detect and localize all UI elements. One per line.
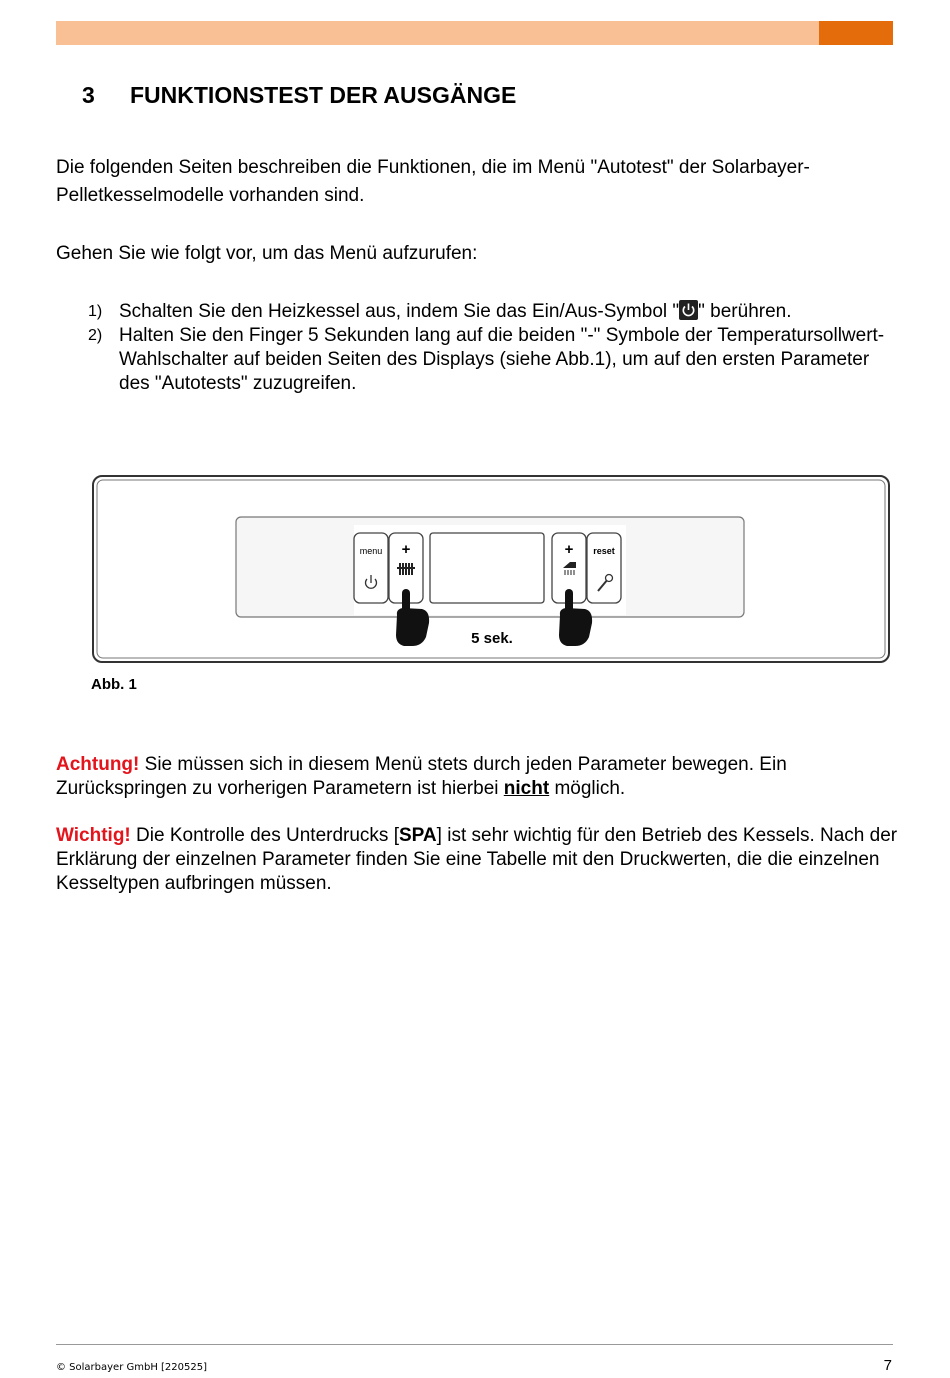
attention-label: Achtung!: [56, 754, 140, 775]
header-bar: [56, 21, 893, 45]
steps-list: [88, 300, 898, 396]
menu-label: menu: [359, 546, 383, 556]
footer-copyright: © Solarbayer GmbH [220525]: [56, 1362, 208, 1373]
step-text-before: Schalten Sie den Heizkessel aus, indem Sie das Ein/Aus-Symbol ": [119, 301, 680, 322]
important-note: [56, 824, 901, 896]
reset-button[interactable]: [587, 533, 621, 603]
list-index: 2): [88, 327, 103, 344]
step-text-after: " berühren.: [698, 301, 792, 322]
menu-button[interactable]: [354, 533, 388, 603]
list-item: [88, 300, 898, 324]
hold-duration-label: 5 sek.: [471, 630, 513, 647]
important-text-end: ] ist sehr wichtig für den Betrieb des Kessels. Nach der Erklärung der einzelnen Parameter finden Sie eine Tabelle mit den Druckwerten, die die einzelnen Kesseltypen aufbringen müssen.: [56, 825, 898, 894]
reset-label: reset: [593, 546, 615, 556]
attention-text-end: möglich.: [549, 778, 626, 799]
intro-paragraph: Die folgenden Seiten beschreiben die Funktionen, die im Menü "Autotest" der Solarbayer-Pelletkesselmodelle vorhanden sind.: [56, 157, 810, 206]
control-panel-illustration: [92, 475, 890, 663]
section-heading: [82, 82, 516, 109]
list-index: 1): [88, 303, 103, 320]
section-title: FUNKTIONSTEST DER AUSGÄNGE: [130, 82, 517, 108]
instruction-paragraph: Gehen Sie wie folgt vor, um das Menü aufzurufen:: [56, 243, 478, 264]
control-panel-figure: [92, 475, 890, 663]
power-icon: [679, 300, 698, 320]
step-text: Halten Sie den Finger 5 Sekunden lang auf die beiden "-" Symbole der Temperatursollwert-Wahlschalter auf beiden Seiten des Displays (siehe Abb.1), um auf den ersten Parameter des "Autotests" zuzugreifen.: [119, 325, 885, 394]
attention-note: [56, 753, 901, 801]
radiator-icon: [397, 563, 415, 575]
important-text: Die Kontrolle des Unterdrucks [: [130, 825, 399, 846]
footer-divider: [56, 1344, 893, 1345]
section-number: 3: [82, 82, 95, 108]
important-label: Wichtig!: [56, 825, 131, 846]
figure-caption: Abb. 1: [91, 676, 137, 693]
attention-text: Sie müssen sich in diesem Menü stets durch jeden Parameter bewegen. Ein Zurückspringen zu vorherigen Parametern ist hierbei: [56, 754, 787, 799]
heating-plus-label: +: [401, 541, 411, 558]
page-number: 7: [883, 1357, 892, 1374]
attention-emphasis: nicht: [503, 778, 550, 799]
parameter-code: SPA: [399, 825, 437, 846]
list-item: [88, 324, 898, 396]
display-screen: [430, 533, 544, 603]
header-bar-accent: [819, 21, 893, 45]
water-plus-label: +: [564, 541, 574, 558]
